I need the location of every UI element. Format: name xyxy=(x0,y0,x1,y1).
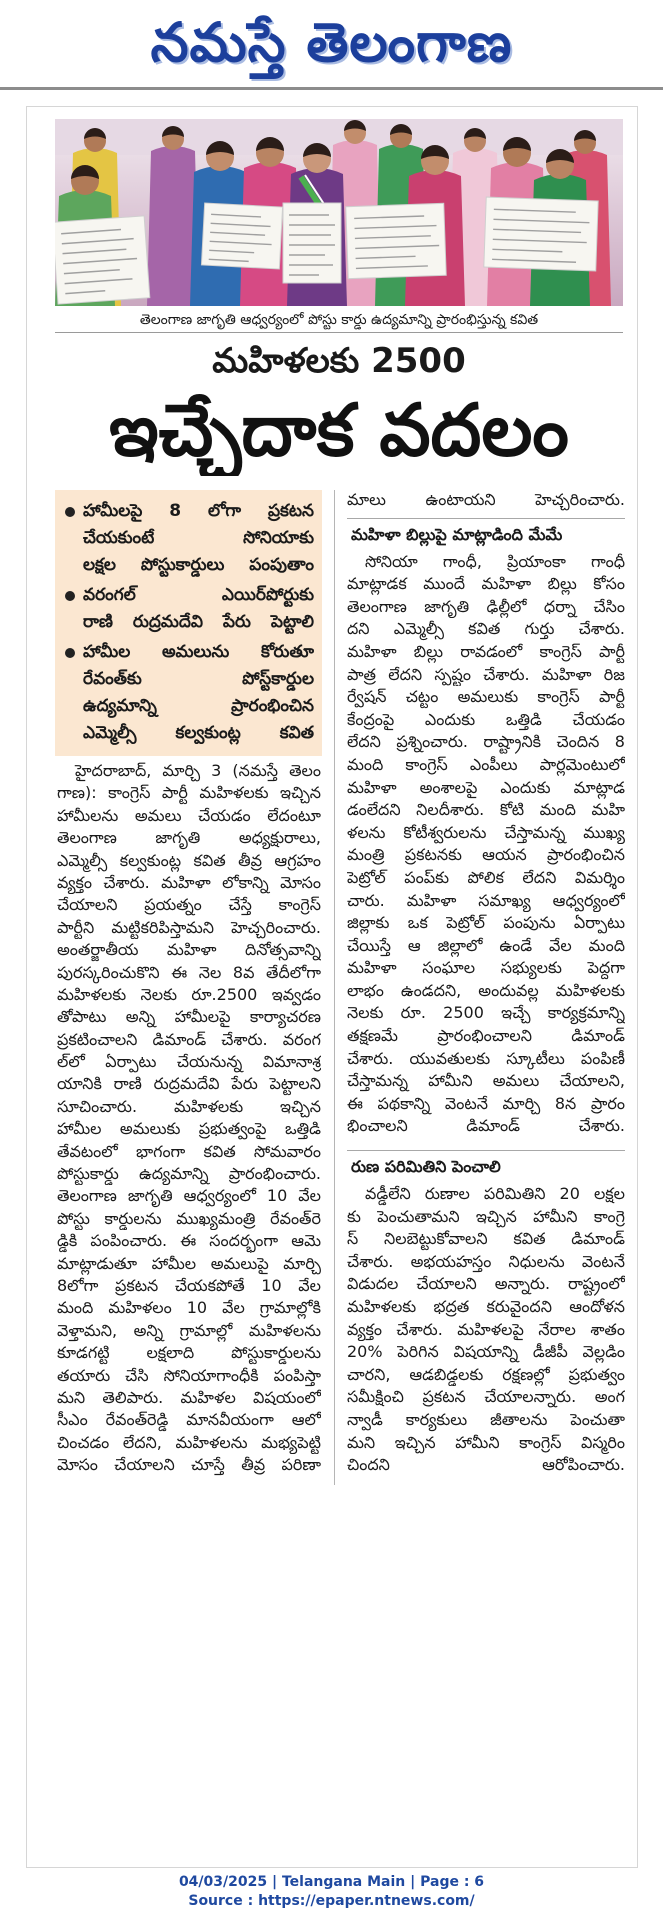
postcard xyxy=(346,203,446,278)
body-line: ఎమ్మెల్సీ కల్వకుంట్ల కవిత తీవ్ర ఆగ్రహం xyxy=(57,850,321,870)
body-line: వడ్డీలేని రుణాల పరిమితిని 20 లక్షల xyxy=(365,1184,625,1204)
body-line: తెలంగాణ జాగృతి ఢిల్లీలో ధర్నా చేసిం xyxy=(347,596,625,616)
highlight-item xyxy=(61,639,314,747)
subheading: మహిళా బిల్లుపై మాట్లాడింది మేమే xyxy=(347,518,625,548)
body-line: మహిళలకు నెలకు రూ.2500 ఇవ్వడం xyxy=(57,984,321,1004)
highlight-line: ఉద్యమాన్ని ప్రారంభించిన xyxy=(83,696,314,716)
photo-image xyxy=(55,119,623,306)
left-column-body xyxy=(57,760,321,1480)
postcard xyxy=(484,197,598,271)
body-line: చేస్తామన్న హామీని అమలు చేయాలని, xyxy=(347,1071,625,1091)
right-column xyxy=(347,489,625,1489)
body-line: ల్‌లో ఏర్పాటు చేయనున్న విమానాశ్ర xyxy=(57,1052,321,1072)
body-line: చేయిస్తే ఆ జిల్లాలో ఉండే వేల మంది xyxy=(347,935,625,955)
highlights-box xyxy=(55,490,322,756)
body-line: 20% పెరిగిన విషయాన్ని డీజీపీ వెల్లడిం xyxy=(347,1342,625,1362)
body-line: వ్యక్తం చేశారు. మహిళలపై నేరాల శాతం xyxy=(347,1319,625,1339)
headline-kicker: మహిళలకు 2500 xyxy=(212,341,466,381)
subheading: రుణ పరిమితిని పెంచాలి xyxy=(347,1150,625,1180)
body-line: మాట్లాడుతూ హామీల అమలుపై మార్చి xyxy=(57,1253,321,1273)
bullet-icon xyxy=(65,591,75,601)
highlight-text xyxy=(83,582,314,636)
body-line: లాభం ఉండదని, అందువల్ల మహిళలకు xyxy=(347,980,625,1000)
highlight-text xyxy=(83,639,314,747)
body-line: చిందని ఆరోపించారు. xyxy=(347,1455,625,1475)
bullet-icon xyxy=(65,648,75,658)
photo-caption: తెలంగాణ జాగృతి ఆధ్వర్యంలో పోస్టు కార్డు ఉద్యమాన్ని ప్రారంభిస్తున్న కవిత xyxy=(55,308,623,333)
body-line: సోనియా గాంధీ, ప్రియాంకా గాంధీ xyxy=(365,551,625,571)
continued-text xyxy=(347,489,625,512)
body-line: లేదని ప్రశ్నించారు. రాష్ట్రానికి చెందిన 8 xyxy=(347,732,625,752)
article-photo xyxy=(55,119,623,306)
body-line: కేంద్రంపై ఎందుకు ఒత్తిడి చేయడం xyxy=(347,709,625,729)
highlight-line: ఎమ్మెల్సీ కల్వకుంట్ల కవిత xyxy=(83,723,314,743)
body-line: పురస్కరించుకొని ఈ నెల 8వ తేదీలోగా xyxy=(57,962,321,982)
body-line: భించాలని డిమాండ్ చేశారు. xyxy=(347,1116,625,1136)
source-info: Source : https://epaper.ntnews.com/ xyxy=(188,1893,475,1909)
body-line: గాణ): కాంగ్రెస్ పార్టీ మహిళలకు ఇచ్చిన xyxy=(57,783,321,803)
body-line: కూడగట్టి లక్షలాది పోస్టుకార్డులను xyxy=(57,1343,321,1363)
highlight-item xyxy=(61,498,314,579)
body-line: మోసం చేయాలని చూస్తే తీవ్ర పరిణా xyxy=(57,1455,321,1475)
body-line: సమీక్షించి ప్రకటన చేయాలన్నారు. అంగ xyxy=(347,1387,625,1407)
body-line: మహిళా సంఘాల సభ్యులకు పెద్దగా xyxy=(347,958,625,978)
newspaper-masthead: నమస్తే తెలంగాణ xyxy=(150,11,513,74)
body-line: తెలంగాణ జాగృతి ఆధ్వర్యంలో 10 వేల xyxy=(57,1186,321,1206)
body-line: సూచించారు. మహిళలకు ఇచ్చిన xyxy=(57,1096,321,1116)
body-line: డ్డికి పంపించారు. ఈ సందర్భంగా ఆమె xyxy=(57,1231,321,1251)
body-line: తోపాటు అన్ని హామీలపై కార్యాచరణ xyxy=(57,1007,321,1027)
body-line: పోస్టు కార్డులను ముఖ్యమంత్రి రేవంత్‌రె xyxy=(57,1208,321,1228)
body-line: 8లోగా ప్రకటన చేయకపోతే 10 వేల xyxy=(57,1275,321,1295)
body-line: పాత్ర లేదని స్పష్టం చేశారు. మహిళా రిజ xyxy=(347,664,625,684)
body-line: చారు. మహిళా సమాఖ్య ఆధ్వర్యంలో xyxy=(347,890,625,910)
masthead-rule xyxy=(0,87,663,90)
body-line: ర్వేషన్ చట్టం అమలుకు కాంగ్రెస్ పార్టీ xyxy=(347,687,625,707)
body-line: చేశారు. అభయహస్తం నిధులను వెంటనే xyxy=(347,1251,625,1271)
highlight-line: లక్షల పోస్టుకార్డులు పంపుతాం xyxy=(83,555,314,575)
body-line: మంది కాంగ్రెస్ ఎంపీలు పార్లమెంటులో xyxy=(347,754,625,774)
body-line: ళలను కోటీశ్వరులను చేస్తామన్న ముఖ్య xyxy=(347,822,625,842)
body-line: మాలు ఉంటాయని హెచ్చరించారు. xyxy=(347,490,625,509)
body-line: చించడం లేదని, మహిళలను మభ్యపెట్టి xyxy=(57,1432,321,1452)
highlight-line: హామీల అమలును కోరుతూ xyxy=(83,642,314,662)
bullet-icon xyxy=(65,507,75,517)
postcard xyxy=(55,216,150,304)
main-headline: ఇచ్చేదాక వదలం xyxy=(109,388,569,472)
body-line: విడుదల చేయాలని అన్నారు. రాష్ట్రంలో xyxy=(347,1274,625,1294)
highlight-line: చేయకుంటే సోనియాకు xyxy=(83,528,314,548)
body-line: సీఎం రేవంత్‌రెడ్డి మానవీయంగా ఆలో xyxy=(57,1410,321,1430)
body-line: నెలకు రూ. 2500 ఇచ్చే కార్యక్రమాన్ని xyxy=(347,1003,625,1023)
body-line: తక్షణమే ప్రారంభించాలని డిమాండ్ xyxy=(347,1026,625,1046)
body-line: పార్టీని మట్టికరిపిస్తామని హెచ్చరించారు. xyxy=(57,917,321,937)
body-line: దని ఎమ్మెల్సీ కవిత గుర్తు చేశారు. xyxy=(347,619,625,639)
highlight-line: రేవంత్‌కు పోస్ట్‌కార్డుల xyxy=(83,669,314,689)
paragraph xyxy=(347,1183,625,1477)
postcard xyxy=(201,203,282,269)
body-line: వ్యక్తం చేశారు. మహిళా లోకాన్ని మోసం xyxy=(57,872,321,892)
highlight-text xyxy=(83,498,314,579)
body-line: తేవటంలో భాగంగా కవిత సోమవారం xyxy=(57,1141,321,1161)
highlight-line: హామీలపై 8 లోగా ప్రకటన xyxy=(83,501,314,521)
body-line: మాట్లాడక ముందే మహిళా బిల్లు కోసం xyxy=(347,574,625,594)
highlight-line: రాణి రుద్రమదేవి పేరు పెట్టాలి xyxy=(83,612,314,632)
body-line: హైదరాబాద్, మార్చి 3 (నమస్తే తెలం xyxy=(75,761,321,780)
edition-info: 04/03/2025 | Telangana Main | Page : 6 xyxy=(178,1874,485,1890)
body-line: మహిళలకు భద్రత కరువైందని ఆందోళన xyxy=(347,1297,625,1316)
body-line: మని తెలిపారు. మహిళల విషయంలో xyxy=(57,1387,321,1407)
body-line: తయారు చేసి సోనియాగాంధీకి పంపిస్తా xyxy=(57,1365,321,1385)
body-line: కు పెంచుతామని ఇచ్చిన హామీని కాంగ్రె xyxy=(347,1206,625,1226)
paragraph xyxy=(347,551,625,1138)
body-line: చేశారు. యువతులకు స్కూటీలు పంపిణీ xyxy=(347,1048,625,1068)
body-line: తెలంగాణ జాగృతి అధ్యక్షురాలు, xyxy=(57,828,321,848)
body-line: వెళ్తామని, అన్ని గ్రామాల్లో మహిళలను xyxy=(57,1320,321,1340)
body-line: హామీల అమలుకు ప్రభుత్వంపై ఒత్తిడి xyxy=(57,1119,321,1139)
body-line: ప్రకటించాలని డిమాండ్ చేశారు. వరంగ xyxy=(57,1029,321,1049)
highlight-item xyxy=(61,582,314,636)
body-line: చేయాలని ప్రయత్నం చేస్తే కాంగ్రెస్ xyxy=(57,895,321,915)
body-line: మహిళా బిల్లు రావడంలో కాంగ్రెస్ పార్టీ xyxy=(347,641,625,661)
column-divider xyxy=(334,490,335,1485)
body-line: డంలేదని నిలదీశారు. కోటి మంది మహి xyxy=(347,800,625,820)
body-line: స్ నిలబెట్టుకోవాలని కవిత డిమాండ్ xyxy=(347,1229,625,1249)
body-line: యానికి రాణి రుద్రమదేవి పేరు పెట్టాలని xyxy=(57,1074,321,1094)
body-line: మంత్రి ప్రకటనకు ఆయన ప్రారంభించిన xyxy=(347,845,625,865)
body-line: హామీలను అమలు చేయడం లేదంటూ xyxy=(57,805,321,825)
body-line: పెట్రోల్ పంప్‌కు పోలిక లేదని విమర్శిం xyxy=(347,867,625,887)
body-line: పోస్టుకార్డు ఉద్యమాన్ని ప్రారంభించారు. xyxy=(57,1164,321,1184)
postcard xyxy=(283,203,341,283)
body-line: మంది మహిళలం 10 వేల గ్రామాల్లోకి xyxy=(57,1298,321,1318)
body-line: ఈ పథకాన్ని వెంటనే మార్చి 8న ప్రారం xyxy=(347,1093,625,1113)
body-line: మహిళా అంశాలపై ఎందుకు మాట్లాడ xyxy=(347,777,625,797)
body-line: అంతర్జాతీయ మహిళా దినోత్సవాన్ని xyxy=(57,940,321,960)
body-line: న్వాడీ కార్యకులు జీతాలను పెంచుతా xyxy=(347,1409,625,1429)
body-line: మని ఇచ్చిన హామీని కాంగ్రెస్ విస్మరిం xyxy=(347,1432,625,1452)
body-line: చారని, ఆడబిడ్డలకు రక్షణల్లో ప్రభుత్వం xyxy=(347,1364,625,1384)
highlight-line: వరంగల్ ఎయిర్‌పోర్టుకు xyxy=(83,585,314,605)
body-line: జిల్లాకు ఒక పెట్రోల్ పంపును ఏర్పాటు xyxy=(347,913,625,933)
